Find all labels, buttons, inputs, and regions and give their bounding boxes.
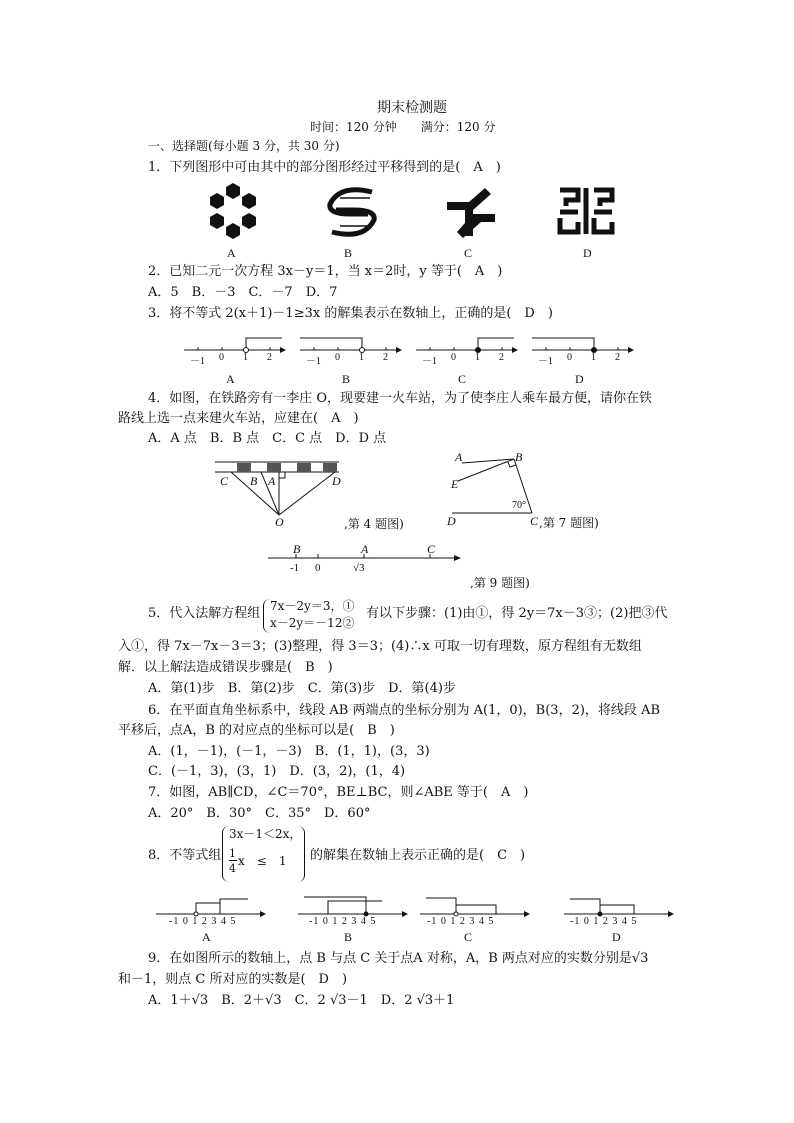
fig4-point-b: B <box>250 474 258 488</box>
q6-opt2: C．(－1，3)，(3，1) D．(3，2)，(1，4) <box>148 764 406 779</box>
fig9-point-b: B <box>293 542 301 556</box>
q9-line2: 和－1，则点 C 所对应的实数是( D ) <box>118 972 348 987</box>
q5-tail: 有以下步骤：(1)由①，得 2y＝7x－3③；(2)把③代 <box>366 606 668 621</box>
q8d-ticks: -1 0 1 2 3 4 5 <box>570 916 638 927</box>
q2-stem: 2．已知二元一次方程 3x－y＝1，当 x＝2时，y 等于( A ) <box>148 264 503 279</box>
fig7-point-d: D <box>447 514 456 528</box>
q8-brace <box>222 826 229 882</box>
q5-line3: 解．以上解法造成错误步骤是( B ) <box>118 660 333 675</box>
q6-line1: 6．在平面直角坐标系中，线段 AB 两端点的坐标分别为 A(1，0)，B(3，2)，将线段 AB <box>148 703 660 718</box>
q3-label-d: D <box>575 372 584 386</box>
q3d-tick: －1 <box>538 356 553 367</box>
q5-brace <box>263 599 270 633</box>
q1-figure-d <box>556 186 616 236</box>
q3a-tick: －1 <box>190 356 205 367</box>
q3d-tick: 1 <box>591 352 596 363</box>
q1-label-c: C <box>464 246 473 260</box>
q8-tail: 的解集在数轴上表示正确的是( C ) <box>310 848 526 863</box>
fig9-tick: √3 <box>353 562 365 574</box>
fig9-tick: -1 <box>290 562 300 574</box>
fig9-point-c: C <box>427 542 436 556</box>
q8-label-a: A <box>202 930 211 944</box>
q5-line2: 入①，得 7x－7x－3＝3；(3)整理，得 3＝3；(4)∴x 可取一切有理数，原方程组有无数组 <box>118 639 642 654</box>
q3a-tick: 1 <box>243 352 248 363</box>
q3-label-c: C <box>458 372 467 386</box>
q3c-tick: 2 <box>499 352 504 363</box>
q8b-ticks: -1 0 1 2 3 4 5 <box>309 916 377 927</box>
q3b-tick: －1 <box>306 356 321 367</box>
q8-label-c: C <box>464 930 473 944</box>
hexagon-shape <box>210 213 224 229</box>
q1-label-a: A <box>227 246 236 260</box>
fig7-point-e: E <box>451 477 459 491</box>
q3b-tick: 2 <box>383 352 388 363</box>
hexagon-shape <box>226 183 240 199</box>
fig7-caption: ,第 7 题图) <box>539 516 599 530</box>
exam-meta: 时间：120 分钟 满分：120 分 <box>310 120 496 134</box>
fig7-point-a: A <box>455 450 463 464</box>
fig4-caption: ,第 4 题图) <box>344 517 404 531</box>
q8-frac-num: 1 <box>229 847 236 860</box>
fig4-point-d: D <box>332 474 341 488</box>
fig9-point-a: A <box>361 542 369 556</box>
fig7-diagram <box>450 455 550 519</box>
q8-eq1: 3x－1＜2x， <box>229 827 302 841</box>
q3-label-b: B <box>342 372 351 386</box>
hexagon-shape <box>210 193 224 209</box>
q7-stem: 7．如图，AB∥CD，∠C＝70°，BE⊥BC，则∠ABE 等于( A ) <box>148 785 529 800</box>
q7-options: A．20° B．30° C．35° D．60° <box>148 806 371 821</box>
q4-stem-line2: 路线上选一点来建火车站，应建在( A ) <box>118 411 359 426</box>
hexagon-shape <box>242 193 256 209</box>
q3c-tick: 0 <box>451 352 456 363</box>
section-heading: 一、选择题(每小题 3 分，共 30 分) <box>148 139 340 153</box>
hexagon-shape <box>242 213 256 229</box>
fig7-angle: 70° <box>512 500 526 511</box>
q8-eq2: x ≤ 1 <box>238 854 287 868</box>
fig7-point-b: B <box>515 450 523 464</box>
q1-label-b: B <box>344 246 353 260</box>
fig9-caption: ,第 9 题图) <box>470 576 530 590</box>
q1-label-d: D <box>583 246 592 260</box>
fig4-point-o: O <box>275 515 284 529</box>
fig7-point-c: C <box>530 514 539 528</box>
q8-label-b: B <box>344 930 353 944</box>
fig4-point-c: C <box>220 474 229 488</box>
q5-options: A．第(1)步 B．第(2)步 C．第(3)步 D．第(4)步 <box>148 681 456 696</box>
q8-lead: 8．不等式组 <box>148 848 222 863</box>
q3c-tick: －1 <box>422 356 437 367</box>
q3d-tick: 0 <box>567 352 572 363</box>
q8c-ticks: -1 0 1 2 3 4 5 <box>427 916 495 927</box>
q6-opt1: A．(1，－1)，(－1，－3) B．(1，1)，(3，3) <box>148 744 430 759</box>
q9-options: A．1＋√3 B．2＋√3 C．2 √3－1 D．2 √3＋1 <box>148 993 455 1008</box>
q5-eq1: 7x－2y＝3，① <box>270 599 355 613</box>
hexagon-shape <box>226 223 240 239</box>
q4-stem-line1: 4．如图，在铁路旁有一李庄 O，现要建一火车站，为了使李庄人乘车最方便，请你在铁 <box>148 391 653 406</box>
q8a-ticks: -1 0 1 2 3 4 5 <box>169 916 237 927</box>
q9-line1: 9．在如图所示的数轴上，点 B 与点 C 关于点A 对称，A，B 两点对应的实数分别是√3 <box>148 951 649 966</box>
q4-options: A．A 点 B．B 点 C．C 点 D．D 点 <box>148 431 387 446</box>
q8-frac-den: 4 <box>229 862 236 875</box>
q6-line2: 平移后，点A，B 的对应点的坐标可以是( B ) <box>118 723 395 738</box>
q3a-tick: 2 <box>267 352 272 363</box>
q3b-tick: 0 <box>335 352 340 363</box>
q1-stem: 1．下列图形中可由其中的部分图形经过平移得到的是( A ) <box>148 160 501 175</box>
q3-stem: 3．将不等式 2(x＋1)－1≥3x 的解集表示在数轴上，正确的是( D ) <box>148 306 553 321</box>
q5-lead: 5．代入法解方程组 <box>148 606 261 621</box>
q3c-tick: 1 <box>475 352 480 363</box>
q8-right-brace <box>298 826 305 882</box>
q1-figure-a <box>205 180 265 246</box>
q3d-tick: 2 <box>615 352 620 363</box>
q2-options: A．5 B．－3 C．－7 D．7 <box>148 285 338 300</box>
fig4-point-a: A <box>268 474 276 488</box>
q1-figure-c <box>443 184 499 240</box>
q3-label-a: A <box>226 372 235 386</box>
q5-eq2: x－2y＝－12② <box>270 616 355 630</box>
fig9-tick: 0 <box>315 562 321 574</box>
q3b-tick: 1 <box>359 352 364 363</box>
q8-label-d: D <box>612 930 621 944</box>
q3a-tick: 0 <box>219 352 224 363</box>
q1-figure-b <box>320 184 384 240</box>
page-title: 期末检测题 <box>377 100 447 116</box>
